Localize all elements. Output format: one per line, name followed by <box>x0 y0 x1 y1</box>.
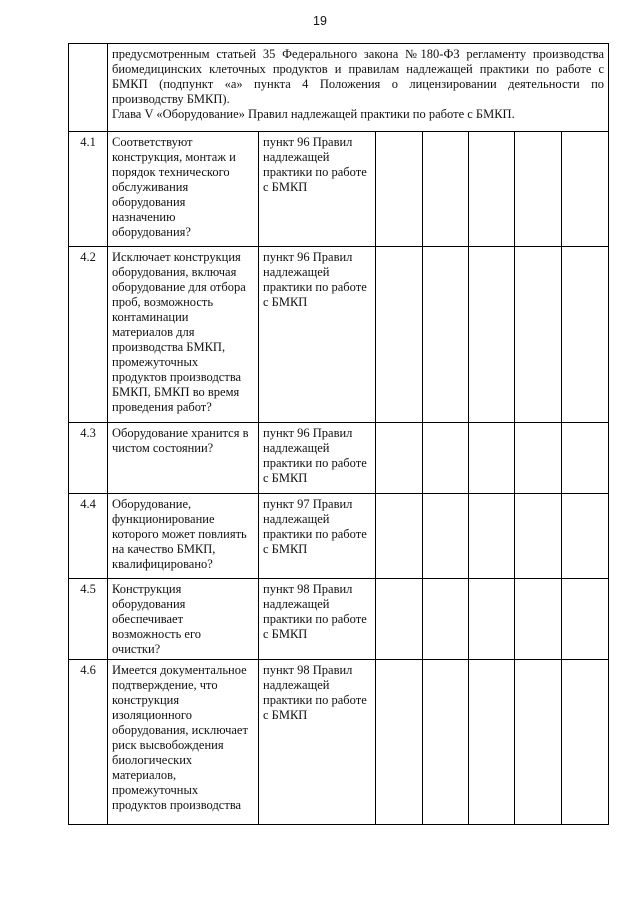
question-line: контаминации <box>112 310 189 324</box>
answer-cell <box>423 247 469 423</box>
question-line: производства БМКП, <box>112 340 226 354</box>
reference-line: надлежащей <box>263 512 330 526</box>
reference-cell <box>259 423 376 494</box>
question-line: очистки? <box>112 642 161 656</box>
item-number: 4.4 <box>69 494 108 579</box>
question-line: оборудования? <box>112 225 191 239</box>
question-line: биологических <box>112 753 193 767</box>
answer-cell <box>515 494 562 579</box>
reference-line: практики по работе <box>263 527 367 541</box>
answer-cell <box>376 423 423 494</box>
requirements-table <box>68 43 609 825</box>
question-line: квалифицировано? <box>112 557 213 571</box>
answer-cell <box>423 132 469 247</box>
intro-line: предусмотренным статьей 35 Федерального закона №180-ФЗ регламенту производства <box>112 47 605 61</box>
question-line: конструкция, монтаж и <box>112 150 236 164</box>
question-line: оборудования <box>112 195 186 209</box>
question-line: конструкция <box>112 693 180 707</box>
answer-cell <box>515 423 562 494</box>
answer-cell <box>469 660 515 825</box>
question-cell <box>108 660 259 825</box>
answer-cell <box>469 423 515 494</box>
answer-cell <box>562 494 609 579</box>
reference-line: пункт 96 Правил <box>263 426 353 440</box>
answer-cell <box>423 423 469 494</box>
question-line: Оборудование хранится в <box>112 426 249 440</box>
answer-cell <box>515 660 562 825</box>
item-number: 4.5 <box>69 579 108 660</box>
answer-cell <box>562 660 609 825</box>
reference-line: с БМКП <box>263 708 308 722</box>
question-line: материалов, <box>112 768 177 782</box>
answer-cell <box>515 579 562 660</box>
page-number: 19 <box>313 14 327 28</box>
question-line: оборудование для отбора <box>112 280 246 294</box>
item-number: 4.3 <box>69 423 108 494</box>
table-row <box>69 132 609 247</box>
question-line: промежуточных <box>112 783 199 797</box>
question-cell <box>108 494 259 579</box>
question-cell <box>108 247 259 423</box>
question-cell <box>108 132 259 247</box>
question-line: на качество БМКП, <box>112 542 216 556</box>
reference-line: пункт 97 Правил <box>263 497 353 511</box>
reference-line: с БМКП <box>263 542 308 556</box>
question-line: риск высвобождения <box>112 738 224 752</box>
question-line: Соответствуют <box>112 135 193 149</box>
table-row <box>69 660 609 825</box>
question-line: Имеется документальное <box>112 663 247 677</box>
answer-cell <box>469 579 515 660</box>
intro-line: биомедицинских клеточных продуктов и правилам надлежащей практики по работе с <box>112 62 605 76</box>
item-number: 4.2 <box>69 247 108 423</box>
question-line: обслуживания <box>112 180 189 194</box>
reference-line: практики по работе <box>263 456 367 470</box>
answer-cell <box>469 494 515 579</box>
reference-line: с БМКП <box>263 180 308 194</box>
question-line: порядок технического <box>112 165 230 179</box>
reference-line: практики по работе <box>263 280 367 294</box>
reference-line: с БМКП <box>263 295 308 309</box>
question-line: функционирование <box>112 512 215 526</box>
intro-line: производству БМКП). <box>112 92 230 106</box>
intro-line: Глава V «Оборудование» Правил надлежащей практики по работе с БМКП. <box>112 107 515 121</box>
reference-cell <box>259 132 376 247</box>
reference-cell <box>259 247 376 423</box>
question-line: проведения работ? <box>112 400 212 414</box>
reference-line: практики по работе <box>263 165 367 179</box>
answer-cell <box>469 247 515 423</box>
answer-cell <box>562 423 609 494</box>
question-line: продуктов производства <box>112 370 242 384</box>
answer-cell <box>515 132 562 247</box>
question-line: оборудования <box>112 597 186 611</box>
question-line: материалов для <box>112 325 195 339</box>
reference-line: практики по работе <box>263 693 367 707</box>
table-row <box>69 494 609 579</box>
question-cell <box>108 423 259 494</box>
answer-cell <box>376 494 423 579</box>
reference-line: пункт 96 Правил <box>263 250 353 264</box>
question-line: промежуточных <box>112 355 199 369</box>
question-line: подтверждение, что <box>112 678 218 692</box>
question-line: обеспечивает <box>112 612 184 626</box>
reference-line: с БМКП <box>263 471 308 485</box>
item-number: 4.6 <box>69 660 108 825</box>
table-row <box>69 423 609 494</box>
question-line: Оборудование, <box>112 497 192 511</box>
answer-cell <box>515 247 562 423</box>
intro-text-cell <box>108 44 609 132</box>
answer-cell <box>562 132 609 247</box>
reference-line: пункт 96 Правил <box>263 135 353 149</box>
question-line: чистом состоянии? <box>112 441 214 455</box>
question-line: Исключает конструкция <box>112 250 241 264</box>
question-line: проб, возможность <box>112 295 214 309</box>
reference-line: надлежащей <box>263 150 330 164</box>
answer-cell <box>376 247 423 423</box>
answer-cell <box>469 132 515 247</box>
reference-line: практики по работе <box>263 612 367 626</box>
question-line: назначению <box>112 210 176 224</box>
reference-line: надлежащей <box>263 441 330 455</box>
question-line: изоляционного <box>112 708 192 722</box>
question-line: оборудования, включая <box>112 265 237 279</box>
reference-line: пункт 98 Правил <box>263 663 353 677</box>
question-cell <box>108 579 259 660</box>
reference-line: надлежащей <box>263 678 330 692</box>
reference-line: надлежащей <box>263 597 330 611</box>
answer-cell <box>376 132 423 247</box>
question-line: БМКП, БМКП во время <box>112 385 240 399</box>
table-row <box>69 247 609 423</box>
continuation-row <box>69 44 609 132</box>
question-line: Конструкция <box>112 582 182 596</box>
reference-cell <box>259 579 376 660</box>
question-line: возможность его <box>112 627 202 641</box>
intro-line: БМКП (подпункт «а» пункта 4 Положения о лицензировании деятельности по <box>112 77 605 91</box>
answer-cell <box>423 579 469 660</box>
answer-cell <box>376 660 423 825</box>
answer-cell <box>376 579 423 660</box>
question-line: которого может повлиять <box>112 527 247 541</box>
answer-cell <box>562 579 609 660</box>
empty-number-cell <box>69 44 108 132</box>
item-number: 4.1 <box>69 132 108 247</box>
reference-line: с БМКП <box>263 627 308 641</box>
answer-cell <box>423 660 469 825</box>
reference-cell <box>259 494 376 579</box>
reference-line: надлежащей <box>263 265 330 279</box>
table-row <box>69 579 609 660</box>
reference-cell <box>259 660 376 825</box>
answer-cell <box>423 494 469 579</box>
reference-line: пункт 98 Правил <box>263 582 353 596</box>
answer-cell <box>562 247 609 423</box>
question-line: продуктов производства <box>112 798 242 812</box>
question-line: оборудования, исключает <box>112 723 248 737</box>
